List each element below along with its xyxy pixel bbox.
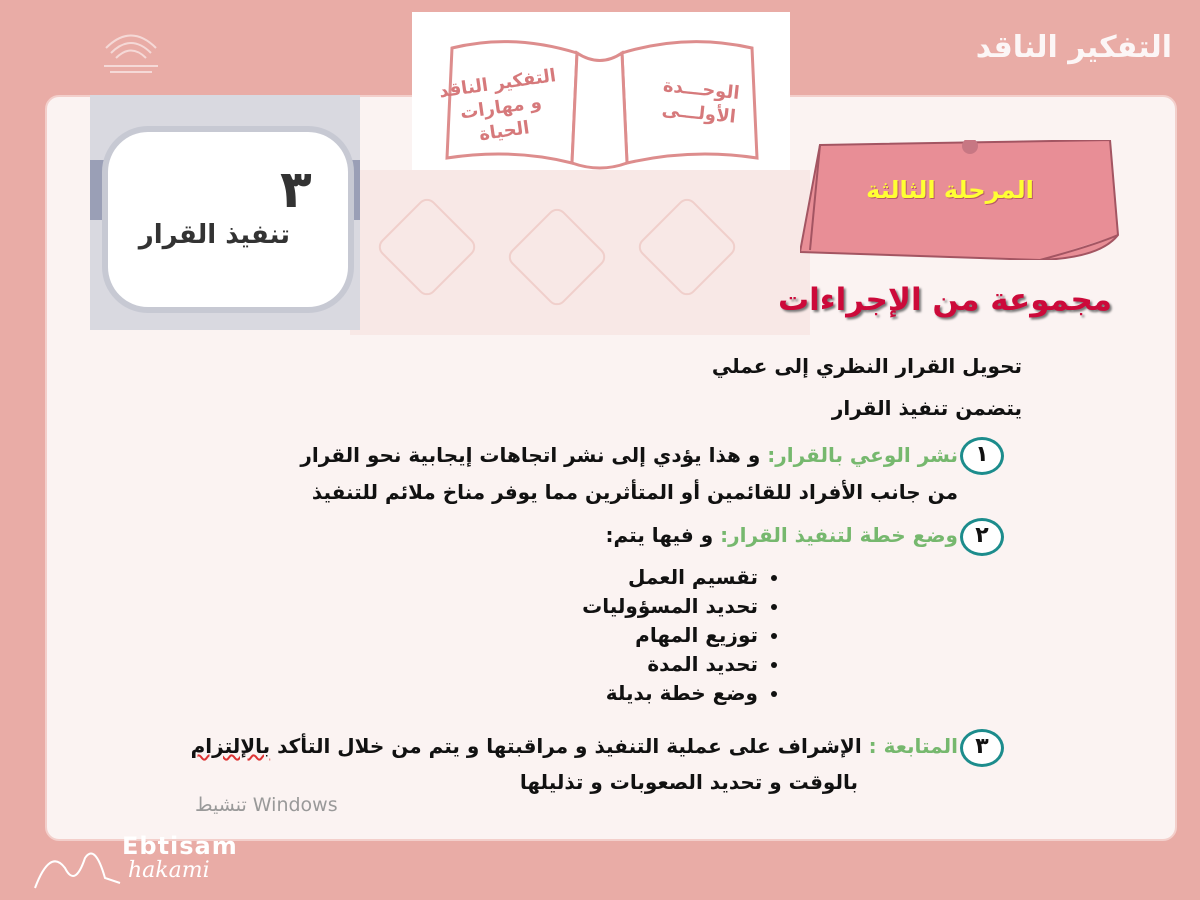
item-3-underlined-word: بالإلتزام [190, 734, 271, 758]
list-item: • تحديد المسؤوليات [582, 592, 758, 621]
diamond-decoration [505, 205, 610, 310]
item-number-circle: ١ [960, 437, 1004, 475]
book-left-label: التفكير الناقد و مهارات الحياة [437, 65, 558, 146]
signature-line-1: Ebtisam [122, 832, 238, 860]
app-title: التفكير الناقد [975, 30, 1172, 65]
item-3-title: المتابعة : [868, 734, 958, 758]
diamond-decoration [375, 195, 480, 300]
item-2-title: وضع خطة لتنفيذ القرار: [720, 523, 958, 547]
item-1-line-2: من جانب الأفراد للقائمين أو المتأثرين مما يوفر مناخ ملائم للتنفيذ [311, 480, 958, 504]
intro-line-1: تحويل القرار النظري إلى عملي [711, 354, 1022, 378]
stage-label: تنفيذ القرار [138, 220, 290, 250]
intro-line-2: يتضمن تنفيذ القرار [831, 396, 1022, 420]
ministry-logo-icon [96, 18, 166, 78]
list-item: • تحديد المدة [582, 650, 758, 679]
list-item: • تقسيم العمل [582, 563, 758, 592]
signature-line-2: hakami [128, 858, 210, 883]
list-item: • وضع خطة بديلة [582, 679, 758, 708]
item-number-circle: ٣ [960, 729, 1004, 767]
stage-number: ٣ [280, 160, 312, 220]
item-2-line-1 [605, 523, 958, 547]
pattern-area [350, 170, 810, 335]
page-heading: مجموعة من الإجراءات [778, 282, 1112, 318]
plan-bullet-list [582, 563, 780, 708]
item-1-line-1 [300, 443, 958, 467]
item-3-line-1 [191, 734, 958, 758]
item-1-text: و هذا يؤدي إلى نشر اتجاهات إيجابية نحو القرار [300, 443, 768, 467]
item-2-text: و فيها يتم: [605, 523, 721, 547]
item-3-text: الإشراف على عملية التنفيذ و مراقبتها و يتم من خلال التأكد [270, 734, 869, 758]
list-item: • توزيع المهام [582, 621, 758, 650]
item-3-line-2: بالوقت و تحديد الصعوبات و تذليلها [519, 770, 858, 794]
book-right-label: الوحـــدة الأولـــى [660, 75, 741, 128]
item-1-title: نشر الوعي بالقرار: [767, 443, 958, 467]
item-number-circle: ٢ [960, 518, 1004, 556]
stage-note-text: المرحلة الثالثة [866, 176, 1034, 204]
windows-activation-watermark: تنشيط Windows [195, 794, 338, 816]
diamond-decoration [635, 195, 740, 300]
